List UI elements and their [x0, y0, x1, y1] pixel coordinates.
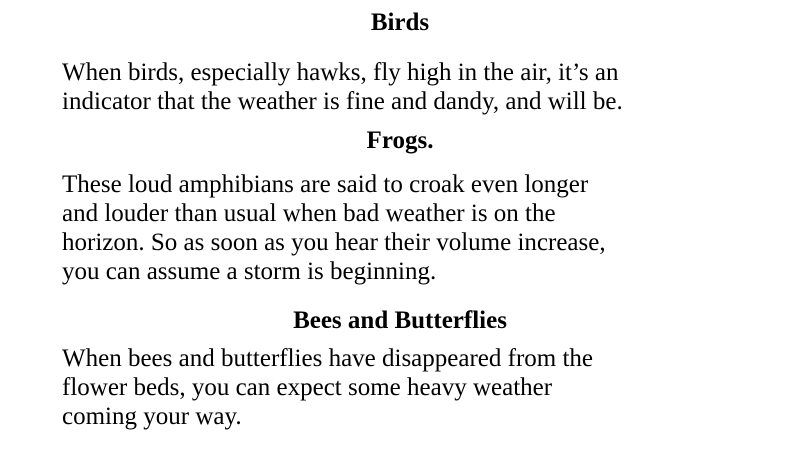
paragraph-birds — [62, 58, 762, 116]
text-line: coming your way. — [62, 403, 242, 430]
paragraph-bees-and-butterflies — [62, 344, 762, 431]
text-line: flower beds, you can expect some heavy weather — [62, 374, 553, 401]
heading-frogs: Frogs. — [366, 127, 434, 154]
text-line: and louder than usual when bad weather is on the — [62, 200, 556, 227]
text-line: you can assume a storm is beginning. — [62, 258, 437, 285]
text-line: horizon. So as soon as you hear their volume increase, — [62, 229, 606, 256]
text-line: When birds, especially hawks, fly high in the air, it’s an — [62, 59, 619, 86]
text-line: These loud amphibians are said to croak even longer — [62, 171, 589, 198]
paragraph-frogs — [62, 170, 762, 286]
text-line: indicator that the weather is fine and dandy, and will be. — [62, 88, 623, 115]
text-line: When bees and butterflies have disappeared from the — [62, 345, 594, 372]
heading-bees-and-butterflies: Bees and Butterflies — [293, 307, 507, 334]
heading-birds: Birds — [370, 9, 430, 36]
